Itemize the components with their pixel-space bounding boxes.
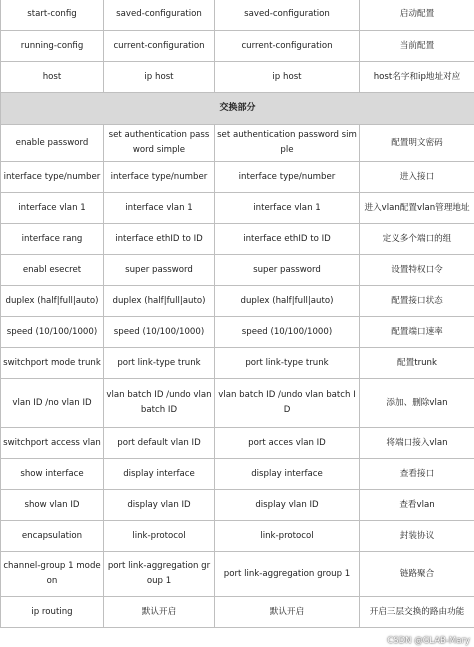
table-row (1, 597, 474, 628)
table-cell: enabl esecret (1, 255, 104, 286)
table-cell: interface vlan 1 (215, 193, 360, 224)
table-cell: ip host (104, 62, 215, 93)
table-cell: host名字和ip地址对应 (360, 62, 474, 93)
table-row (1, 317, 474, 348)
table-row (1, 125, 474, 162)
section-header-row (1, 93, 474, 125)
table-cell: 进入接口 (360, 162, 474, 193)
table-row (1, 255, 474, 286)
section-title: 交换部分 (1, 93, 474, 125)
table-cell: 链路聚合 (360, 552, 474, 597)
table-cell: set authentication password simple (215, 125, 360, 162)
table-cell: 当前配置 (360, 31, 474, 62)
table-cell: 查看接口 (360, 459, 474, 490)
table-cell: speed (10/100/1000) (104, 317, 215, 348)
table-row (1, 62, 474, 93)
watermark: CSDN @GLAB-Mary (387, 636, 470, 646)
table-cell: speed (10/100/1000) (1, 317, 104, 348)
table-cell: display vlan ID (215, 490, 360, 521)
table-cell: link-protocol (215, 521, 360, 552)
table-cell: 进入vlan配置vlan管理地址 (360, 193, 474, 224)
table-row (1, 0, 474, 31)
table-cell: ip routing (1, 597, 104, 628)
table-cell: interface type/number (215, 162, 360, 193)
table-cell: port link-aggregation group 1 (215, 552, 360, 597)
table-cell: ip host (215, 62, 360, 93)
table-cell: switchport mode trunk (1, 348, 104, 379)
table-cell: 定义多个端口的组 (360, 224, 474, 255)
table-cell: duplex (half|full|auto) (104, 286, 215, 317)
table-cell: interface ethID to ID (104, 224, 215, 255)
table-cell: show interface (1, 459, 104, 490)
table-cell: speed (10/100/1000) (215, 317, 360, 348)
table-cell: display interface (215, 459, 360, 490)
table-cell: 封装协议 (360, 521, 474, 552)
table-cell: vlan batch ID /undo vlan batch ID (104, 379, 215, 428)
table-cell: 配置接口状态 (360, 286, 474, 317)
table-cell: 配置trunk (360, 348, 474, 379)
table-cell: show vlan ID (1, 490, 104, 521)
table-cell: saved-configuration (215, 0, 360, 31)
table-cell: current-configuration (215, 31, 360, 62)
table-cell: switchport access vlan (1, 428, 104, 459)
table-cell: interface type/number (104, 162, 215, 193)
table-cell: port link-type trunk (104, 348, 215, 379)
table-row (1, 348, 474, 379)
table-cell: duplex (half|full|auto) (1, 286, 104, 317)
table-row (1, 286, 474, 317)
table-cell: vlan ID /no vlan ID (1, 379, 104, 428)
table-cell: interface rang (1, 224, 104, 255)
table-cell: interface vlan 1 (104, 193, 215, 224)
table-cell: 添加、删除vlan (360, 379, 474, 428)
table-row (1, 521, 474, 552)
table-row (1, 162, 474, 193)
table-cell: 默认开启 (215, 597, 360, 628)
table-cell: port link-aggregation group 1 (104, 552, 215, 597)
table-cell: 查看vlan (360, 490, 474, 521)
table-row (1, 31, 474, 62)
table-cell: super password (104, 255, 215, 286)
table-row (1, 490, 474, 521)
table-cell: start-config (1, 0, 104, 31)
table-cell: interface vlan 1 (1, 193, 104, 224)
table-cell: 默认开启 (104, 597, 215, 628)
table-cell: channel-group 1 mode on (1, 552, 104, 597)
table-cell: super password (215, 255, 360, 286)
table-row (1, 428, 474, 459)
table-row (1, 552, 474, 597)
table-cell: 设置特权口令 (360, 255, 474, 286)
table-cell: 配置端口速率 (360, 317, 474, 348)
table-cell: port default vlan ID (104, 428, 215, 459)
table-cell: duplex (half|full|auto) (215, 286, 360, 317)
table-cell: vlan batch ID /undo vlan batch ID (215, 379, 360, 428)
table-row (1, 379, 474, 428)
table-cell: display vlan ID (104, 490, 215, 521)
table-cell: interface ethID to ID (215, 224, 360, 255)
table-cell: saved-configuration (104, 0, 215, 31)
table-row (1, 224, 474, 255)
table-row (1, 459, 474, 490)
table-cell: enable password (1, 125, 104, 162)
table-cell: link-protocol (104, 521, 215, 552)
table-cell: current-configuration (104, 31, 215, 62)
table-cell: 将端口接入vlan (360, 428, 474, 459)
table-row (1, 193, 474, 224)
table-cell: encapsulation (1, 521, 104, 552)
table-cell: 启动配置 (360, 0, 474, 31)
table-cell: port link-type trunk (215, 348, 360, 379)
table-cell: 配置明文密码 (360, 125, 474, 162)
table-cell: interface type/number (1, 162, 104, 193)
table-cell: port acces vlan ID (215, 428, 360, 459)
table-cell: 开启三层交换的路由功能 (360, 597, 474, 628)
table-cell: host (1, 62, 104, 93)
table-cell: display interface (104, 459, 215, 490)
table-cell: running-config (1, 31, 104, 62)
table-cell: set authentication password simple (104, 125, 215, 162)
